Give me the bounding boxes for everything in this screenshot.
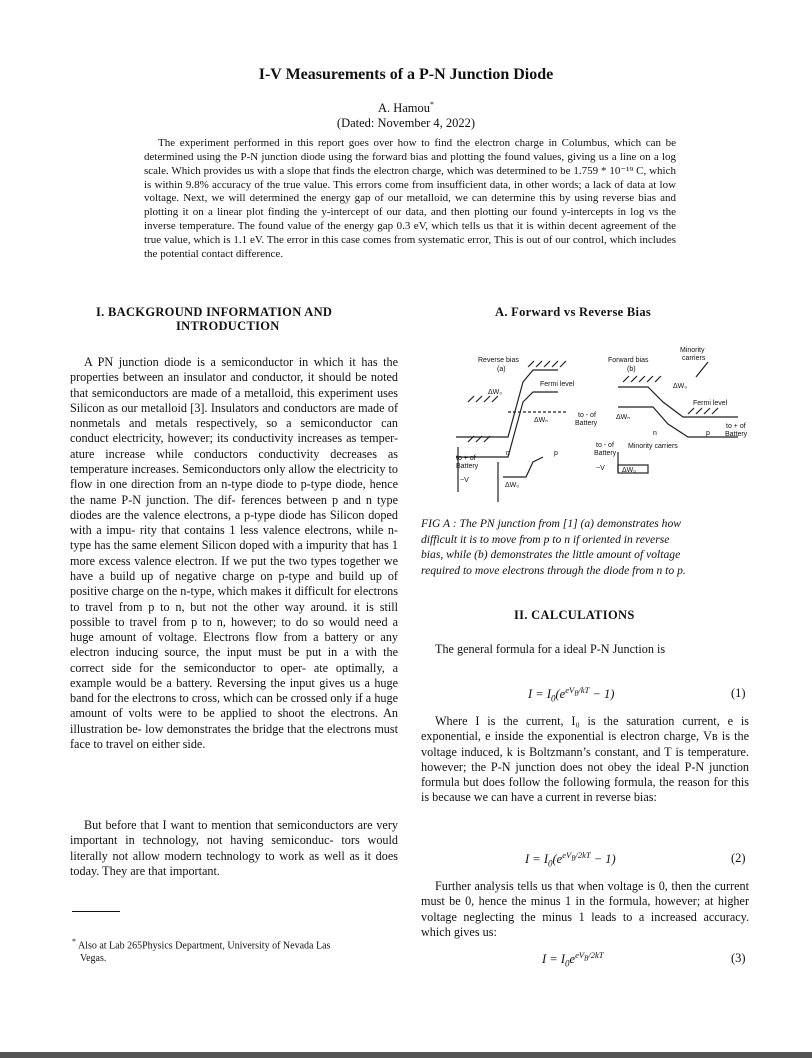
caption-line: difficult it is to move from p to n if oriented in reverse	[421, 532, 670, 546]
abstract-line: from systematic error, This is out of our control, which includes the potential contact difference.	[144, 233, 676, 260]
label-to-plus-right: to + of	[726, 423, 746, 430]
paragraph-line: low demonstrates the bridge that the electrons must face	[70, 721, 399, 752]
equation-3: $I = I_0e^{eV_B/2kT}$	[542, 950, 604, 969]
label-dw0-right: ΔW₀	[673, 383, 688, 390]
caption-line: bias, while (b) demonstrates the little amount of voltage	[421, 548, 681, 562]
equation-1: $I = I_0(e^{eV_B/kT} - 1)$	[528, 685, 615, 704]
calc-intro: The general formula for a ideal P-N Junction is	[435, 642, 666, 656]
label-minority-top-2: carriers	[682, 355, 706, 362]
label-minus-v-right: −V	[596, 465, 605, 472]
section-1-heading: I. BACKGROUND INFORMATION AND	[96, 305, 333, 319]
paragraph-line: it should be noted that semiconductors are made of a	[70, 370, 399, 400]
paragraph-line: huge amount of voltage. Electrons flow from a battery	[70, 630, 359, 645]
paragraph-line: Where I is the current, I₀ is the saturation current, e is	[435, 714, 749, 728]
paragraph-line: are very important in technology, not having semiconduc-	[70, 818, 398, 848]
paragraph-line: has the properties between an insulator and conductor,	[70, 355, 398, 385]
section-1-paragraph-2	[70, 818, 398, 879]
page-bottom-bar	[0, 1052, 812, 1058]
paragraph-line: can have a current in reverse bias:	[491, 790, 657, 805]
paragraph-line: tors would literally not allow modern technology to work	[70, 833, 399, 863]
paragraph-line: types together we have a build up of negative charge on	[70, 553, 398, 583]
label-b: (b)	[627, 366, 636, 373]
label-dw0-left: ΔW₀	[488, 389, 503, 396]
paragraph-line: to n, but not the other way around. it is still possible	[70, 599, 398, 629]
paragraph-line: the following formula, the reason for this is because we	[421, 775, 749, 805]
footnote-rule	[72, 911, 120, 912]
paragraph-line: however; at higher voltage neglecting the minus 1 leads	[421, 894, 749, 924]
section-2-heading: II. CALCULATIONS	[514, 608, 635, 622]
caption-line: FIG A : The PN junction from [1] (a) demonstrates how	[421, 517, 681, 530]
label-reverse-bias: Reverse bias	[478, 357, 519, 364]
paragraph-line: as well as it does today. They are that important.	[70, 848, 399, 878]
paragraph-line: or any electron inducing source, the input must be put	[70, 630, 399, 660]
eq1-description	[421, 714, 749, 806]
subsection-a-heading: A. Forward vs Reverse Bias	[495, 305, 652, 319]
reverse-hatch-top	[528, 361, 566, 367]
forward-hatch	[623, 376, 661, 382]
footnote-line: Vegas.	[80, 952, 107, 964]
label-to-minus-left: to - of	[578, 412, 596, 419]
abstract-line: found values, giving us a line on a log scale. Which provides us with a slope that finds the electron	[144, 150, 677, 177]
footnote	[72, 936, 398, 965]
abstract-line: The experiment performed in this report goes over how to find the electron charge in Columbus,	[158, 137, 610, 149]
section-1-heading-cont: INTRODUCTION	[176, 319, 280, 333]
label-minus-v-left: −V	[460, 477, 469, 484]
footnote-line: Also at Lab 265Physics Department, University of Nevada Las	[77, 940, 331, 952]
label-battery-right-2: Battery	[594, 450, 617, 457]
abstract-line: us that it is within decent agreement of the true value, which is 1.1 eV. The error in this case comes	[144, 220, 677, 246]
forward-valence-band	[618, 407, 738, 437]
label-minority-top: Minority	[680, 347, 705, 354]
paragraph-line: the input gives us a huge band for the electrons to cross,	[70, 675, 399, 706]
paragraph-line: has 1 more excess valence electron. If we put the two	[70, 538, 399, 568]
paragraph-line: to a increased accuracy. which gives us:	[421, 909, 750, 939]
paragraph-line: the current must be 0, hence the minus 1 in the formula,	[421, 879, 749, 909]
paragraph-line: not obey the ideal P-N junction formula but does follow	[421, 759, 750, 790]
forward-hatch-2	[688, 408, 718, 414]
paragraph-line: Vʙ is the voltage induced, k is Boltzmann’s constant,	[421, 729, 750, 759]
paragraph-line: which can be crossed only if a huge amount of volts were	[70, 691, 399, 721]
caption-line: required to move electrons through the diode from n to p.	[421, 563, 686, 577]
paragraph-line: which makes it difficult for electrons to travel from p	[70, 584, 399, 614]
author-name: A. Hamou	[377, 101, 431, 116]
label-p-left: p	[554, 450, 558, 457]
pn-junction-figure	[448, 342, 748, 512]
minority-arrow	[696, 362, 708, 377]
paragraph-line: to travel on either side.	[93, 737, 206, 752]
abstract-line: and plotting it on a linear plot finding the y-intercept of our data, and then plotting our found	[144, 192, 677, 219]
section-1-paragraph-1	[70, 355, 398, 752]
label-p-right: p	[706, 430, 710, 437]
figure-caption	[421, 516, 749, 578]
label-dwn-left: ΔWₙ	[534, 417, 549, 424]
equation-2: $I = I_0(e^{eV_B/2kT} - 1)$	[525, 850, 616, 869]
paragraph-line: as temperature increases. Semiconductors only allow the	[70, 446, 398, 476]
paragraph-line: electricity to flow in one direction from an n-type diode	[70, 461, 398, 492]
paragraph-line: has the same element Silicon doped with a impurity that	[94, 538, 370, 553]
equation-2-number: (2)	[731, 851, 746, 865]
paragraph-line: A PN junction diode is a semiconductor in which it	[84, 355, 356, 369]
equation-3-number: (3)	[731, 951, 746, 965]
abstract-line: value. This errors come from insufficient data, in other words; a lack of data at low voltage. Next,	[144, 178, 677, 205]
paragraph-line: and metals respectively, so a semiconductor can conduct	[70, 416, 399, 446]
paragraph-line: ferences between p and n type diodes are the valence	[70, 492, 399, 522]
paragraph-line: ature increase while conductors conductivity decreases	[70, 446, 377, 461]
abstract-line: we will determined the energy gap of our metalloid, we can determine this by using reverse bias	[211, 192, 657, 205]
abstract	[144, 137, 676, 262]
label-battery-left-2: Battery	[456, 463, 479, 470]
label-fermi-left: Fermi level	[540, 381, 575, 388]
abstract-line: y-intercepts in log vs the inverse temperature. The found value of the energy gap 0.3 eV, which tells	[144, 206, 676, 233]
paragraph-line: ate optimally, a example would be a battery. Reversing	[70, 660, 398, 690]
label-forward-bias: Forward bias	[608, 357, 649, 364]
paragraph-line: rity that contains 1 less valence electrons, while n-type	[70, 523, 398, 553]
reverse-lower-band	[503, 457, 543, 477]
paragraph-line: in a with the correct side for the semiconductor to oper-	[70, 645, 398, 675]
paragraph-line: to be applied to shoot the electrons. An illustration be-	[70, 706, 399, 736]
label-battery-right: Battery	[725, 431, 748, 438]
paragraph-line: electricity, however; its conductivity increases as temper-	[112, 431, 398, 446]
equation-1-number: (1)	[731, 686, 746, 700]
label-a: (a)	[497, 366, 506, 373]
label-to-minus-right: to - of	[596, 442, 614, 449]
footnote-mark: *	[72, 937, 76, 946]
label-fermi-right: Fermi level	[693, 400, 728, 407]
label-n-right: n	[653, 430, 657, 437]
paragraph-line: But before that I want to mention that semiconductors	[84, 818, 354, 832]
paragraph-line: [3]. Insulators and conductors are made of nonmetals	[70, 400, 399, 431]
paragraph-line: electrons, a p-type diode has Silicon doped with a impu-	[70, 507, 398, 538]
author-line	[0, 100, 812, 116]
author-footnote-mark: *	[430, 100, 435, 109]
label-minority-bottom: Minority carriers	[628, 443, 678, 450]
date-line: (Dated: November 4, 2022)	[336, 116, 476, 130]
abstract-line: which can be determined using the P-N junction diode using the forward bias and plotting the	[144, 137, 677, 163]
paper-title: I-V Measurements of a P-N Junction Diode	[258, 66, 554, 83]
paragraph-line: to travel from p to n, however; to do so would need a	[115, 614, 398, 629]
paragraph-line: exponential, e inside the exponential is electron charge,	[421, 729, 700, 744]
paragraph-line: and T is temperature. however; the P-N junction does	[421, 744, 749, 774]
label-dwn-right: ΔWₙ	[616, 414, 631, 421]
reverse-valence-band	[456, 392, 558, 457]
label-battery-left: Battery	[575, 420, 598, 427]
label-n-left: n	[506, 450, 510, 457]
paragraph-line: p-type and build up of positive charge on the n-type,	[70, 568, 398, 599]
label-dw0-bottom-right: ΔW₀	[622, 467, 637, 474]
paragraph-line: to p-type diode, hence the name P-N junction. The dif-	[70, 477, 399, 507]
label-dw0-bottom-left: ΔW₀	[505, 482, 520, 489]
paragraph-line: Further analysis tells us that when voltage is 0, then	[435, 879, 693, 893]
eq2-description	[421, 879, 749, 940]
abstract-line: charge, which was determined to be 1.759 * 10⁻¹⁹ C, which is within 9.8% accuracy of the true	[144, 164, 676, 191]
reverse-hatch	[468, 396, 498, 402]
paragraph-line: metalloid, this experiment uses Silicon as our metalloid	[70, 385, 398, 415]
label-to-plus-left: to + of	[456, 455, 476, 462]
